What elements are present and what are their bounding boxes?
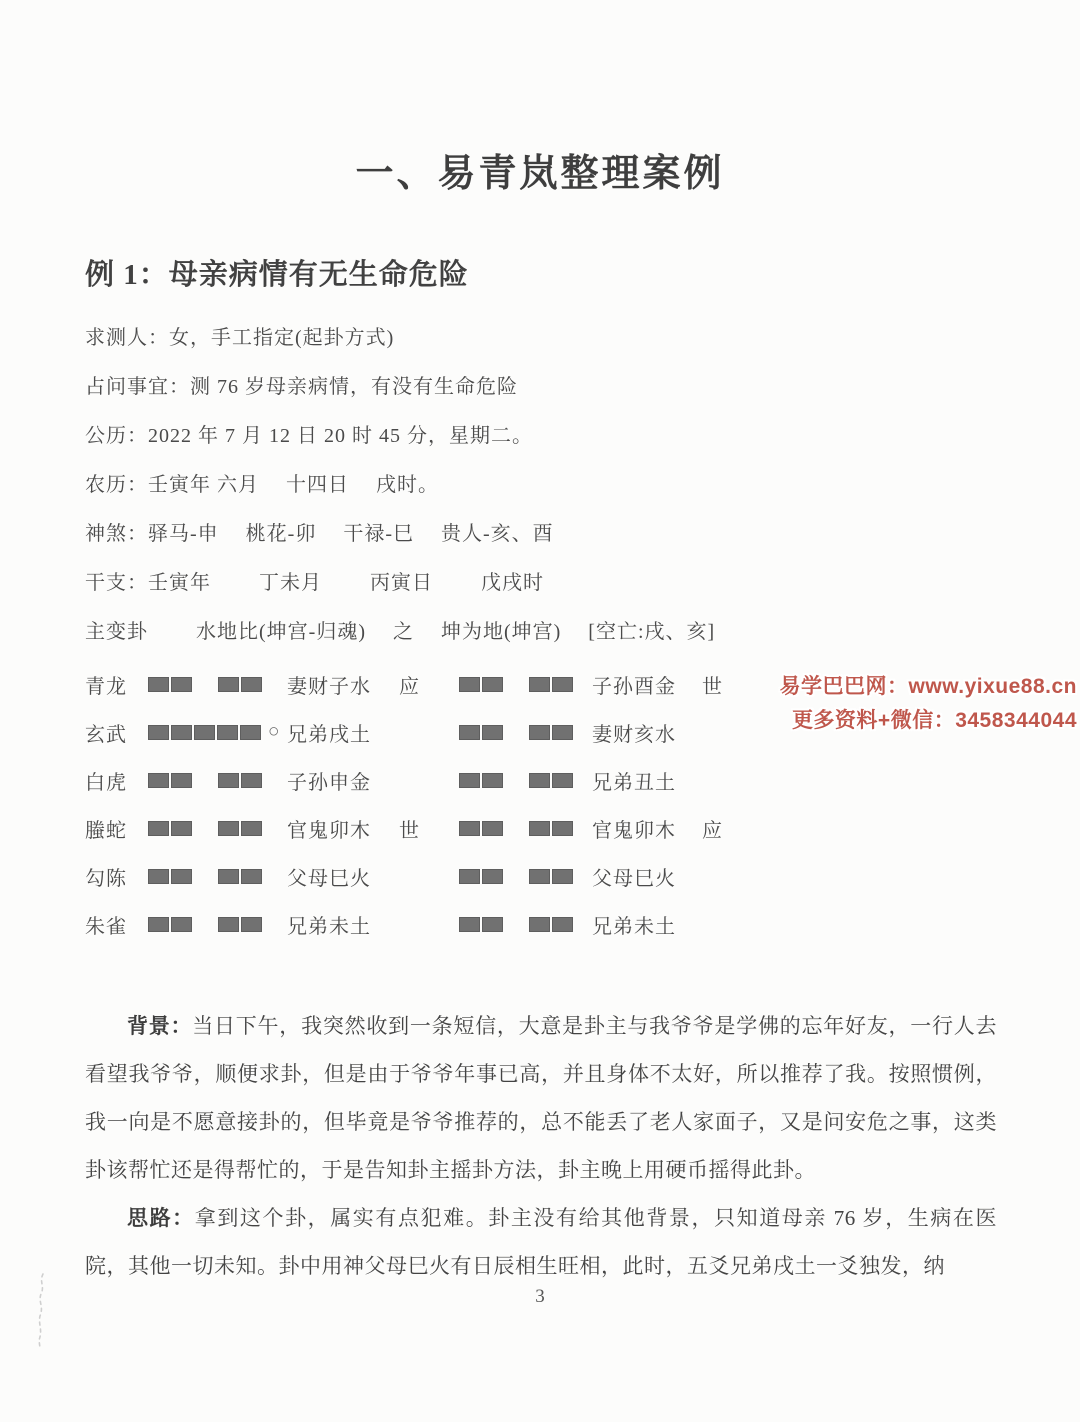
yao-gap (194, 876, 218, 877)
section-title: 例 1：母亲病情有无生命危险 (85, 259, 469, 291)
yao-block (529, 773, 550, 788)
yao-block (459, 917, 480, 932)
hexagram-row (85, 852, 1015, 900)
yao-gap (194, 924, 218, 925)
six-god-label: 白虎 (85, 771, 127, 794)
yao-block (552, 917, 573, 932)
yao-block (482, 773, 503, 788)
info-line-lunar-date: 农历：壬寅年 六月 十四日 戌时。 (85, 474, 439, 496)
changed-line-label: 兄弟未土 (592, 915, 676, 938)
info-line-seeker: 求测人：女，手工指定(起卦方式) (85, 327, 395, 349)
margin-smudge-mark (33, 1272, 49, 1350)
yao-block (459, 821, 480, 836)
yao-gap (505, 684, 529, 685)
yao-block (459, 725, 480, 740)
main-line-label: 父母巳火 (287, 867, 371, 890)
yao-block (241, 821, 262, 836)
main-line-label: 官鬼卯木 (287, 819, 371, 842)
yao-block (482, 917, 503, 932)
main-yao-line (148, 869, 268, 884)
yao-block (529, 869, 550, 884)
yao-block (240, 725, 261, 740)
main-shi-ying-marker: 应 (399, 675, 419, 698)
analysis-paragraphs (85, 1002, 997, 1290)
main-yao-line (148, 773, 268, 788)
main-yao-line (148, 821, 268, 836)
changed-line-label: 子孙酉金 (592, 675, 676, 698)
yao-block (482, 821, 503, 836)
yao-block (459, 677, 480, 692)
background-text: 当日下午，我突然收到一条短信，大意是卦主与我爷爷是学佛的忘年好友，一行人去看望我爷爷，顺便求卦，但是由于爷爷年事已高，并且身体不太好，所以推荐了我。按照惯例，我一向是不愿意接卦的，但毕竟是爷爷推荐的，总不能丢了老人家面子，又是问安危之事，这类卦该帮忙还是得帮忙的，于是告知卦主摇卦方法，卦主晚上用硬币摇得此卦。 (85, 1014, 998, 1182)
changed-yao-line (459, 773, 579, 788)
main-line-label: 兄弟戌土 (287, 723, 371, 746)
yao-gap (194, 780, 218, 781)
yao-gap (194, 684, 218, 685)
six-god-label: 勾陈 (85, 867, 127, 890)
watermark (780, 670, 1080, 738)
main-line-label: 妻财子水 (287, 675, 371, 698)
yao-block (552, 773, 573, 788)
yao-block (171, 917, 192, 932)
changed-line-label: 兄弟丑土 (592, 771, 676, 794)
info-line-question: 占问事宜：测 76 岁母亲病情，有没有生命危险 (85, 376, 518, 398)
yao-block (148, 773, 169, 788)
yao-block (218, 917, 239, 932)
yao-block (552, 821, 573, 836)
reasoning-paragraph (85, 1194, 997, 1290)
yao-block (241, 773, 262, 788)
page-number: 3 (535, 1286, 545, 1307)
main-line-label: 兄弟未土 (287, 915, 371, 938)
yao-gap (194, 828, 218, 829)
yao-block (148, 917, 169, 932)
yao-block (529, 677, 550, 692)
yao-block (217, 725, 238, 740)
yao-block (529, 917, 550, 932)
yao-gap (505, 876, 529, 877)
changed-shi-ying-marker: 应 (702, 819, 722, 842)
yao-block (482, 725, 503, 740)
main-line-label: 子孙申金 (287, 771, 371, 794)
yao-block (529, 725, 550, 740)
yao-gap (505, 732, 529, 733)
yao-block (218, 821, 239, 836)
changed-line-label: 父母巳火 (592, 867, 676, 890)
yao-block (171, 821, 192, 836)
info-line-shensha: 神煞：驿马-申 桃花-卯 干禄-巳 贵人-亥、酉 (85, 523, 554, 545)
yao-block (552, 869, 573, 884)
yao-block (552, 725, 573, 740)
yao-block (148, 725, 169, 740)
main-yao-line (148, 725, 268, 740)
yao-block (459, 773, 480, 788)
changed-yao-line (459, 821, 579, 836)
changed-line-label: 官鬼卯木 (592, 819, 676, 842)
changed-yao-line (459, 917, 579, 932)
yao-block (171, 677, 192, 692)
yao-gap (505, 924, 529, 925)
moving-line-circle: ○ (268, 721, 280, 742)
yao-block (552, 677, 573, 692)
six-god-label: 朱雀 (85, 915, 127, 938)
info-line-ganzhi: 干支：壬寅年 丁未月 丙寅日 戊戌时 (85, 572, 544, 594)
yao-block (171, 773, 192, 788)
six-god-label: 青龙 (85, 675, 127, 698)
info-line-solar-date: 公历：2022 年 7 月 12 日 20 时 45 分，星期二。 (85, 425, 533, 447)
yao-block (529, 821, 550, 836)
hexagram-row (85, 804, 1015, 852)
six-god-label: 螣蛇 (85, 819, 127, 842)
reasoning-label: 思路： (127, 1206, 195, 1230)
watermark-site-line: 易学巴巴网：www.yixue88.cn (779, 675, 1077, 698)
yao-block (171, 725, 192, 740)
yao-block (241, 917, 262, 932)
yao-gap (505, 828, 529, 829)
yao-block (148, 677, 169, 692)
hexagram-row (85, 756, 1015, 804)
main-shi-ying-marker: 世 (399, 819, 419, 842)
background-label: 背景： (127, 1014, 193, 1038)
page-title: 一、易青岚整理案例 (355, 153, 725, 195)
yao-block (482, 869, 503, 884)
hexagram-row (85, 900, 1015, 948)
changed-yao-line (459, 677, 579, 692)
yao-block (241, 677, 262, 692)
main-yao-line (148, 917, 268, 932)
yao-block (171, 869, 192, 884)
yao-gap (505, 780, 529, 781)
yao-block (218, 677, 239, 692)
yao-block (218, 869, 239, 884)
info-line-hexagram-header: 主变卦 水地比(坤宫-归魂) 之 坤为地(坤宫) [空亡:戌、亥] (85, 621, 716, 643)
case-info-block (85, 314, 1015, 657)
six-god-label: 玄武 (85, 723, 127, 746)
yao-block (459, 869, 480, 884)
changed-shi-ying-marker: 世 (702, 675, 722, 698)
main-yao-line (148, 677, 268, 692)
background-paragraph (85, 1002, 997, 1194)
yao-block (241, 869, 262, 884)
yao-block (194, 725, 215, 740)
watermark-contact-line: 更多资料+微信：3458344044 (791, 709, 1077, 732)
yao-block (482, 677, 503, 692)
changed-yao-line (459, 869, 579, 884)
changed-yao-line (459, 725, 579, 740)
yao-block (218, 773, 239, 788)
yao-block (148, 821, 169, 836)
yao-block (148, 869, 169, 884)
reasoning-text: 拿到这个卦，属实有点犯难。卦主没有给其他背景，只知道母亲 76 岁，生病在医院，其他一切未知。卦中用神父母巳火有日辰相生旺相，此时，五爻兄弟戌土一爻独发，纳 (85, 1206, 998, 1278)
changed-line-label: 妻财亥水 (592, 723, 676, 746)
